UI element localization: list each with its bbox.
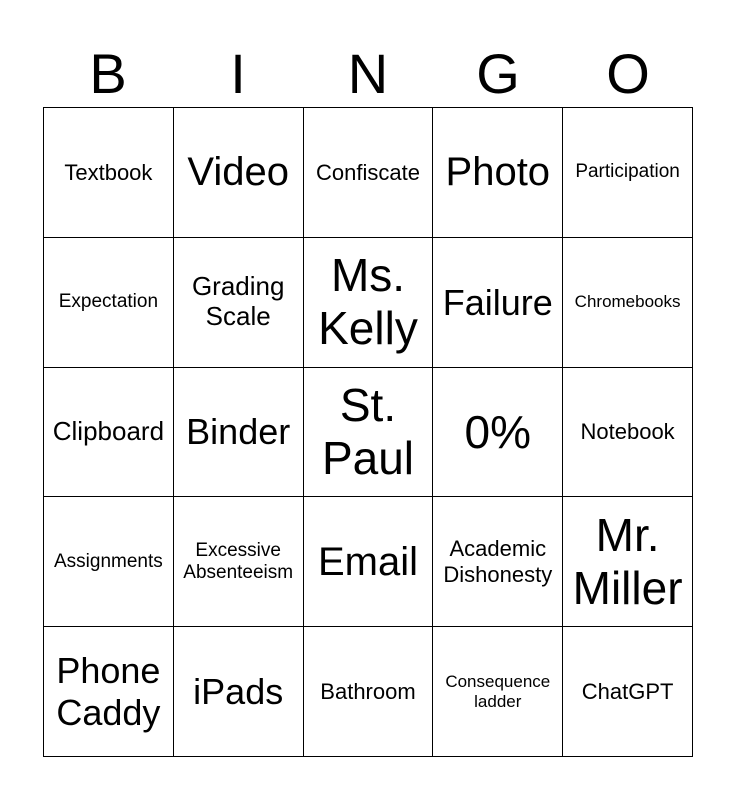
cell-text: Binder — [186, 411, 291, 453]
cell-text: Assignments — [54, 550, 163, 572]
bingo-cell[interactable] — [174, 108, 304, 238]
cell-text: Excessive Absenteeism — [183, 539, 294, 583]
cell-text: Academic Dishonesty — [443, 536, 553, 587]
cell-text: Photo — [445, 150, 551, 195]
bingo-cell[interactable] — [563, 238, 693, 368]
bingo-cell[interactable] — [174, 238, 304, 368]
bingo-board — [43, 107, 693, 757]
cell-text: Email — [317, 539, 418, 584]
bingo-cell[interactable] — [44, 497, 174, 627]
bingo-cell[interactable] — [563, 368, 693, 498]
bingo-cell[interactable] — [44, 368, 174, 498]
cell-text: Consequence ladder — [445, 672, 551, 711]
bingo-cell[interactable] — [44, 627, 174, 757]
bingo-cell[interactable] — [304, 368, 434, 498]
bingo-cell[interactable] — [44, 108, 174, 238]
bingo-cell[interactable] — [433, 627, 563, 757]
bingo-cell[interactable] — [304, 238, 434, 368]
cell-text: Grading Scale — [191, 271, 285, 332]
bingo-cell[interactable] — [174, 627, 304, 757]
cell-text: Failure — [442, 281, 553, 323]
header-letter-g: G — [476, 42, 520, 105]
bingo-header — [43, 40, 693, 108]
header-letter-b: B — [89, 42, 127, 105]
cell-text: 0% — [464, 405, 532, 458]
bingo-cell[interactable] — [304, 627, 434, 757]
cell-text: Clipboard — [52, 416, 165, 447]
cell-text: ChatGPT — [581, 678, 674, 704]
bingo-cell[interactable] — [433, 368, 563, 498]
bingo-cell[interactable] — [174, 368, 304, 498]
cell-text: Ms. Kelly — [318, 249, 418, 355]
bingo-cell[interactable] — [433, 108, 563, 238]
cell-text: St. Paul — [321, 379, 415, 484]
bingo-cell[interactable] — [563, 497, 693, 627]
bingo-cell[interactable] — [174, 497, 304, 627]
header-letter-o: O — [606, 42, 650, 105]
cell-text: Participation — [575, 161, 680, 183]
cell-text: Mr. Miller — [572, 508, 683, 614]
bingo-cell[interactable] — [433, 497, 563, 627]
bingo-cell[interactable] — [44, 238, 174, 368]
header-letter-i: I — [230, 42, 246, 105]
bingo-cell[interactable] — [304, 108, 434, 238]
bingo-cell[interactable] — [563, 627, 693, 757]
cell-text: Notebook — [580, 419, 675, 445]
cell-text: Textbook — [64, 159, 153, 185]
bingo-cell[interactable] — [304, 497, 434, 627]
bingo-cell[interactable] — [563, 108, 693, 238]
cell-text: Bathroom — [320, 678, 416, 704]
cell-text: Video — [187, 150, 289, 195]
header-letter-n: N — [347, 42, 389, 105]
bingo-cell[interactable] — [433, 238, 563, 368]
cell-text: Chromebooks — [574, 292, 681, 312]
cell-text: Confiscate — [316, 159, 420, 185]
cell-text: Expectation — [58, 291, 159, 313]
cell-text: iPads — [193, 670, 284, 712]
cell-text: Phone Caddy — [56, 650, 161, 733]
